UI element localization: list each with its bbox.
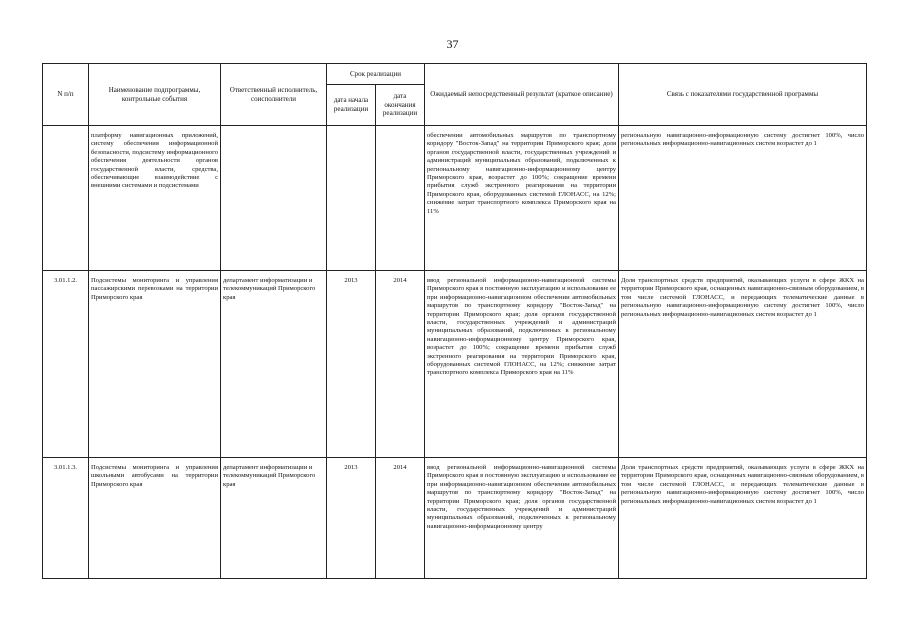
row-responsible: департамент информатизации и телекоммуникаций Приморского края (221, 271, 327, 458)
row-num: 3.01.1.3. (43, 458, 89, 579)
header-num: N п/п (43, 64, 89, 126)
row-start: 2013 (327, 271, 376, 458)
row-num: 3.01.1.2. (43, 271, 89, 458)
row-result: обеспечении автомобильных маршрутов по транспортному коридору "Восток-Запад" на территории Приморского края; доля органов государственной власти, государственных учреждений и администраций муниципальных образований, подключенных к региональному навигационно-информационному центру Приморского края, возрастет до 100%; сокращение времени прибытия служб экстренного реагирования на территории Приморского края, оборудованных системой ГЛОНАСС, на 12%; снижение затрат транспортного комплекса Приморского края на 11% (425, 126, 619, 271)
row-link: Доля транспортных средств предприятий, оказывающих услуги в сфере ЖКХ на территории Приморского края, оснащенных навигационно-связным оборудованием, в том числе системой ГЛОНАСС, и передающих телематические данные в региональную навигационно-информационную систему достигнет 100%, число региональных информационно-навигационных систем возрастет до 1 (619, 271, 867, 458)
row-result: ввод региональной информационно-навигационной системы Приморского края в постоянную эксплуатацию и использование ее при информационно-навигационном обеспечении автомобильных маршрутов по транспортному коридору "Восток-Запад" на территории Приморского края; доля органов государственной власти, государственных учреждений и администраций муниципальных образований, подключенных к региональному навигационно-информационному центру (425, 458, 619, 579)
row-start: 2013 (327, 458, 376, 579)
row-name: платформу навигационных приложений, систему обеспечения информационной безопасности, подсистему информационного обеспечения деятельности органов государственной власти, средства, обеспечивающие взаимодействие с внешними системами и подсистемами (89, 126, 221, 271)
row-end: 2014 (376, 458, 425, 579)
row-result: ввод региональной информационно-навигационной системы Приморского края в постоянную эксплуатацию и использование ее при информационно-навигационном обеспечении автомобильных маршрутов по транспортному коридору "Восток-Запад" на территории Приморского края; доля органов государственной власти, государственных учреждений и администраций муниципальных образований, подключенных к региональному навигационно-информационному центру Приморского края, возрастет до 100%; сокращение времени прибытия служб экстренного реагирования на территории Приморского края, оборудованных системой ГЛОНАСС, на 12%; снижение затрат транспортного комплекса Приморского края на 11% (425, 271, 619, 458)
row-responsible: департамент информатизации и телекоммуникаций Приморского края (221, 458, 327, 579)
header-name: Наименование подпрограммы, контрольные события (89, 64, 221, 126)
row-num (43, 126, 89, 271)
row-link: Доля транспортных средств предприятий, оказывающих услуги в сфере ЖКХ на территории Приморского края, оснащенных навигационно-связным оборудованием, в том числе системой ГЛОНАСС, и передающих телематические данные в региональную навигационно-информационную систему достигнет 100%, число региональных информационно-навигационных систем возрастет до 1 (619, 458, 867, 579)
header-term-group: Срок реализации (327, 64, 425, 85)
header-link: Связь с показателями государственной программы (619, 64, 867, 126)
table-header-row (43, 64, 867, 85)
row-link: региональную навигационно-информационную систему достигнет 100%, число региональных информационно-навигационных систем возрастет до 1 (619, 126, 867, 271)
header-result: Ожидаемый непосредственный результат (краткое описание) (425, 64, 619, 126)
table-row (43, 126, 867, 271)
subprogram-table (42, 63, 867, 579)
row-end: 2014 (376, 271, 425, 458)
header-end: дата окончания реализации (376, 85, 425, 126)
row-end (376, 126, 425, 271)
row-start (327, 126, 376, 271)
row-name: Подсистемы мониторинга и управления школьными автобусами на территории Приморского края (89, 458, 221, 579)
table-row (43, 271, 867, 458)
row-responsible (221, 126, 327, 271)
header-start: дата начала реализации (327, 85, 376, 126)
table-row (43, 458, 867, 579)
page-number: 37 (446, 37, 459, 51)
row-name: Подсистемы мониторинга и управления пассажирскими перевозками на территории Приморского края (89, 271, 221, 458)
header-responsible: Ответственный исполнитель, соисполнители (221, 64, 327, 126)
